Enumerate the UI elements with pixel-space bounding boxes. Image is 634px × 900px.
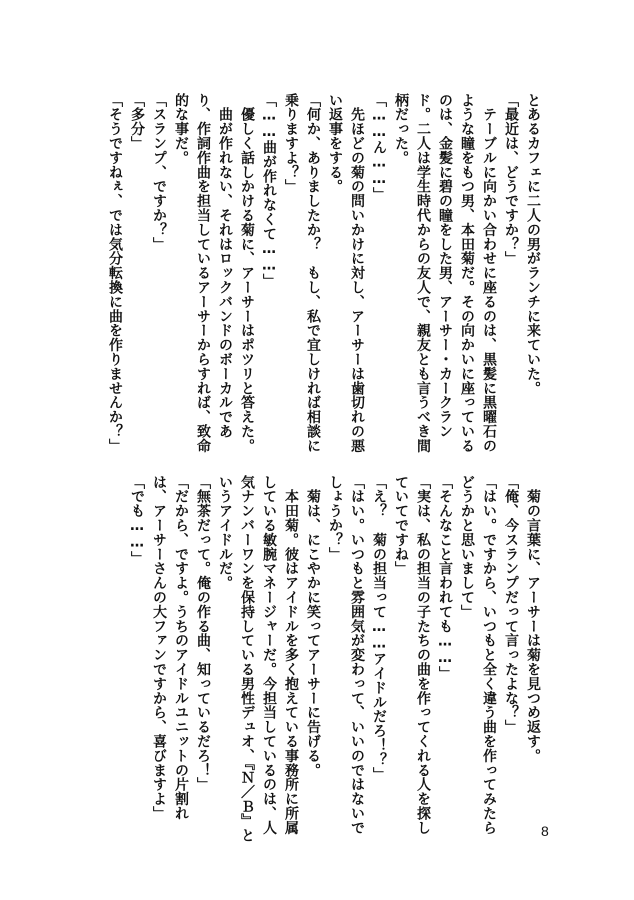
text-line: 「そんなこと言われても……」 [437,475,453,681]
text-line: いうアイドルだ。 [217,475,233,591]
text-line: 「だから、ですよ。うちのアイドルユニットの片割れ [173,475,189,821]
text-line: 「多分」 [129,93,145,151]
text-line: 曲が作れない、それはロックバンドのボーカルであ [217,93,233,439]
text-line: ていてですね」 [393,475,409,576]
text-line: 気ナンバーワンを保持している男性デュオ、『Ｎ／Ｂ』と [239,475,255,843]
text-line: 「でも……」 [129,475,145,566]
text-line: 「え？ 菊の担当って……アイドルだろ！？」 [371,475,387,782]
text-line: 柄だった。 [393,93,409,165]
text-line: 「……曲が作れなくて……」 [261,93,277,289]
text-line: 「最近は、どうですか？」 [503,93,519,266]
text-line: 「実は、私の担当の子たちの曲を作ってくれる人を探し [415,475,431,835]
text-line: のは、金髪に碧の瞳をした男、アーサー・カークラン [437,93,453,439]
text-line: 「そうですねぇ、では気分転換に曲を作りませんか？」 [107,93,123,453]
text-line: 乗りますよ？」 [283,93,299,194]
text-line: り、作詞作曲を担当しているアーサーからすれば、致命 [195,93,211,453]
text-line: している敏腕マネージャーだ。今担当しているのは、人 [261,475,277,835]
text-line: 優しく話しかける菊に、アーサーはポツリと答えた。 [239,93,255,453]
text-line: 本田菊。彼はアイドルを多く抱えている事務所に所属 [283,475,299,835]
bottom-text-block [126,475,544,843]
text-line: どうかと思いまして」 [459,475,475,619]
text-line: 「無茶だって。俺の作る曲、知っているだろ！」 [195,475,211,792]
text-line: 菊の言葉に、アーサーは菊を見つめ返す。 [525,475,541,763]
text-line: 的な事だ。 [173,93,189,165]
page-number: 8 [541,823,549,839]
text-line: ド。二人は学生時代からの友人で、親友とも言うべき間 [415,93,431,453]
text-line: しょうか？」 [327,475,343,562]
text-line: 「はい。ですから、いつもと全く違う曲を作ってみたら [481,475,497,835]
text-line: ような瞳をもつ男、本田菊だ。その向かいに座っている [459,93,475,453]
text-line: 「スランプ、ですか？」 [151,93,167,252]
text-line: 「はい。いつもと雰囲気が変わって、いいのではないで [349,475,365,835]
text-line: い返事をする。 [327,93,343,194]
text-line: 菊は、にこやかに笑ってアーサーに告げる。 [305,475,321,778]
text-line: とあるカフェに二人の男がランチに来ていた。 [525,93,541,396]
text-line: テーブルに向かい合わせに座るのは、黒髪に黒曜石の [481,93,497,453]
text-line: 「何か、ありましたか？ もし、私で宜しければ相談に [305,93,321,453]
top-text-block [104,93,544,453]
text-line: 先ほどの菊の問いかけに対し、アーサーは歯切れの悪 [349,93,365,453]
text-line: 「……ん……」 [371,93,387,202]
text-line: 「俺、今スランプだって言ったよな？」 [503,475,519,735]
text-line: は、アーサーさんの大ファンですから、喜びますよ」 [151,475,167,821]
